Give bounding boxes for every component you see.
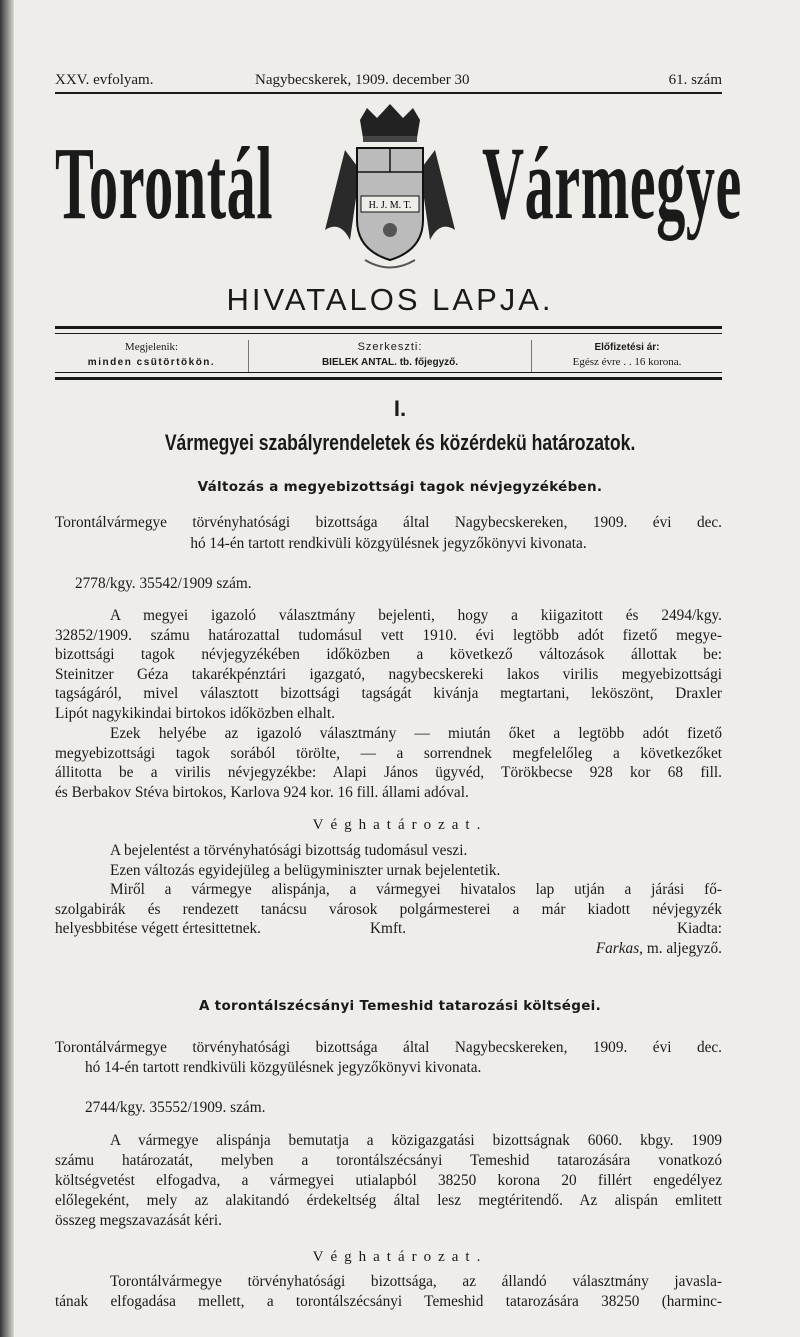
volume: XXV. evfolyam. [55,72,154,88]
text-line: A bejelentést a törvényhatósági bizottság tudomásul veszi. [110,842,468,859]
info-bar [55,340,722,372]
text-line: 32852/1909. számu határozattal tudomásul vett 1910. évi legtöbb adót fizető megye- [55,626,722,644]
issued-by: Kiadta: [676,920,722,937]
rule [55,326,722,329]
text-line: hó 14-én tartott rendkivüli közgyülésnek jegyzőkönyvi kivonata. [85,1059,482,1076]
text-line: szolgabirák és rendezett tanácsu városok polgármesterei a már kiadott névjegyzék [55,900,722,918]
article1-intro [55,512,722,554]
editor-label: Szerkeszti: [357,341,423,353]
text-line: tának elfogadása mellett, a torontálszécsányi Temeshid tatarozására 38250 (harminc- [55,1293,722,1310]
text-line: állitotta be a virilis névjegyzékbe: Alapi János ügyvéd, Törökbecse 928 kor 68 fill. [55,764,722,781]
text-line: tagságáról, mivel választott bizottsági tagságát kivánja megtartani, leköszönt, Draxler [55,685,722,702]
article2-intro [55,1038,722,1078]
text: helyesbbitése végett értesittetnek. [55,920,262,937]
coat-of-arms-icon [305,100,475,280]
place-date: Nagybecskerek, 1909. december 30 [255,72,470,88]
price-label: Előfizetési ár: [594,342,660,353]
text-line: költségvetést elfogadva, a vármegyei utialapból 38250 korona 20 fillért engedélyez [55,1172,722,1189]
text-line: Steinitzer Géza takarékpénztári igazgató, nagybecskereki lakos virilis megyebizottsági [55,665,722,683]
issue-number: 61. szám [668,72,722,88]
article2-heading: A torontálszécsányi Temeshid tatarozási költségei. [198,998,602,1014]
text-line: megyebizottsági tagok sorából törölte, — a sorrendnek megfelelőleg a következőket [55,744,722,762]
title-right: Vármegye [482,126,742,241]
text-line: Ezen változás egyidejüleg a belügyminiszter urnak bejelentetik. [110,861,501,879]
article2-paragraph-2 [55,1272,722,1312]
text-line: Miről a vármegye alispánja, a vármegyei hivatalos lap utján a járási fő- [110,881,722,898]
signer-name: Farkas, [595,939,643,957]
kmft: Kmft. [370,920,407,937]
article1-heading: Változás a megyebizottsági tagok névjegyzékében. [197,479,603,495]
text-line: A megyei igazoló választmány bejelenti, hogy a kiigazitott és 2494/kgy. [110,607,722,624]
rule [55,377,722,380]
text-line: A vármegye alispánja bemutatja a közigazgatási bizottságnak 6060. kbgy. 1909 [110,1132,722,1149]
text-line: Lipót nagykikindai birtokos időközben elhalt. [55,704,335,722]
crest-text: H. J. M. T. [368,200,412,211]
rule [55,372,722,373]
editor-cell [249,340,531,370]
text-line: Torontálvármegye törvényhatósági bizottsága által Nagybecskereken, 1909. évi dec. [55,514,722,531]
article2-decision-title: Véghatározat. [312,1249,488,1265]
scan-edge [0,0,14,1337]
text-line: hó 14-én tartott rendkivüli közgyülésnek jegyzőkönyvi kivonata. [190,535,587,552]
article2-number: 2744/kgy. 35552/1909. szám. [85,1099,266,1116]
article1-decision-title: Véghatározat. [312,817,488,833]
appears-label: Megjelenik: [124,341,179,353]
section-title-text: Vármegyei szabályrendeletek és közérdekü határozatok. [164,430,636,455]
section-title [0,430,800,456]
text-line: összeg megszavazását kéri. [55,1212,222,1229]
text-line: számu határozatát, melyben a torontálszécsányi Temeshid tatarozására vonatkozó [55,1152,722,1169]
text-line: és Berbakov Stéva birtokos, Karlova 924 kor. 16 fill. állami adóval. [55,783,469,801]
text-line: előlegeként, mely az alakitandó érdekeltség által lesz megtéritendő. Az alispán emlitett [55,1192,722,1209]
masthead [55,72,722,92]
rule [55,92,722,94]
text-line: bizottsági tagok névjegyzékében időközben a következő változások állottak be: [55,646,722,663]
article1-paragraph-2 [55,724,722,802]
text-line: Torontálvármegye törvényhatósági bizottsága által Nagybecskereken, 1909. évi dec. [55,1039,722,1056]
article1-paragraph-1 [55,606,722,723]
subtitle: HIVATALOS LAPJA. [226,282,554,317]
price-cell [532,340,722,370]
editor-value: BIELEK ANTAL. tb. főjegyző. [321,357,459,368]
rule [55,333,722,334]
article1-number: 2778/kgy. 35542/1909 szám. [75,575,252,592]
title-left: Torontál [55,126,274,241]
article1-decision [55,841,722,958]
appears-cell [55,340,248,370]
text-line: Torontálvármegye törvényhatósági bizottsága, az állandó választmány javasla- [110,1273,722,1290]
section-number: I. [393,396,407,421]
price-value: Egész évre . . 16 korona. [572,356,682,368]
signer-title: m. aljegyző. [646,939,722,957]
signature [55,939,722,959]
article2-paragraph-1 [55,1131,722,1231]
text-line: Ezek helyébe az igazoló választmány — miután őket a legtöbb adót fizető [110,725,722,742]
text-line-group [55,919,722,939]
appears-value: minden csütörtökön. [87,357,216,368]
